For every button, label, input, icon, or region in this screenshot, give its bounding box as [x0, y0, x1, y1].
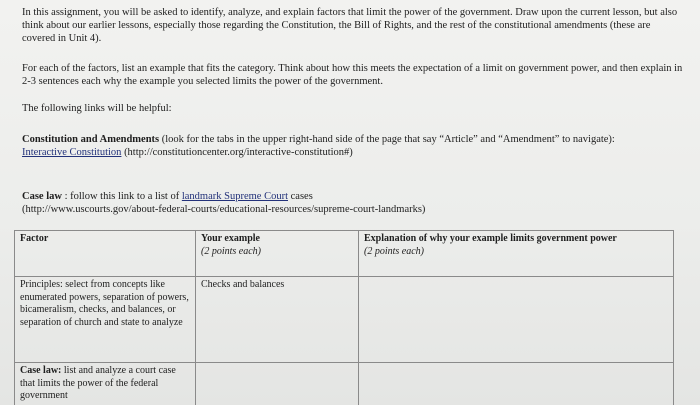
header-your-example: Your example (2 points each): [196, 231, 359, 277]
instructions-paragraph: For each of the factors, list an example that fits the category. Think about how this meets the expectation of a limit on government power, and then explain in 2-3 sentences each why the example you selected limits the power of the government.: [22, 63, 683, 87]
case-law-url: (http://www.uscourts.gov/about-federal-courts/educational-resources/supreme-court-landmarks): [22, 204, 426, 215]
example-cell-principles[interactable]: Checks and balances: [196, 277, 359, 363]
interactive-constitution-link[interactable]: Interactive Constitution: [22, 147, 122, 158]
factors-table: [14, 230, 674, 405]
constitution-description: (look for the tabs in the upper right-hand side of the page that say “Article” and “Amendment” to navigate):: [161, 134, 615, 145]
constitution-url: (http://constitutioncenter.org/interactive-constitution#): [124, 147, 353, 158]
example-cell-case-law[interactable]: [196, 363, 359, 405]
explanation-cell-case-law[interactable]: [359, 363, 674, 405]
factor-cell-case-law: Case law: list and analyze a court case that limits the power of the federal government: [15, 363, 196, 405]
landmark-supreme-court-link[interactable]: landmark Supreme Court: [181, 191, 288, 202]
explanation-cell-principles[interactable]: [359, 277, 674, 363]
intro-paragraph: In this assignment, you will be asked to identify, analyze, and explain factors that limit the power of the government. Draw upon the current lesson, but also think about our earlier lessons, especially those regarding the Constitution, the Bill of Rights, and the rest of the constitutional amendments (these are covered in Unit 4).: [22, 7, 678, 44]
header-explanation: Explanation of why your example limits government power (2 points each): [359, 231, 674, 277]
constitution-heading: Constitution and Amendments: [22, 134, 160, 145]
table-row: [15, 277, 674, 363]
constitution-section: [22, 133, 686, 159]
header-factor: Factor: [15, 231, 196, 277]
table-header-row: [15, 231, 674, 277]
table-row: [15, 363, 674, 405]
case-law-section: [22, 190, 686, 216]
case-law-suffix: cases: [290, 191, 313, 202]
factor-cell-principles: Principles: select from concepts like enumerated powers, separation of powers, bicameralism, checks, and balances, or separation of church and state to analyze: [15, 277, 196, 363]
helpful-links-label: The following links will be helpful:: [22, 103, 172, 114]
case-law-heading: Case law: [22, 191, 62, 202]
case-law-description: : follow this link to a list of: [64, 191, 180, 202]
